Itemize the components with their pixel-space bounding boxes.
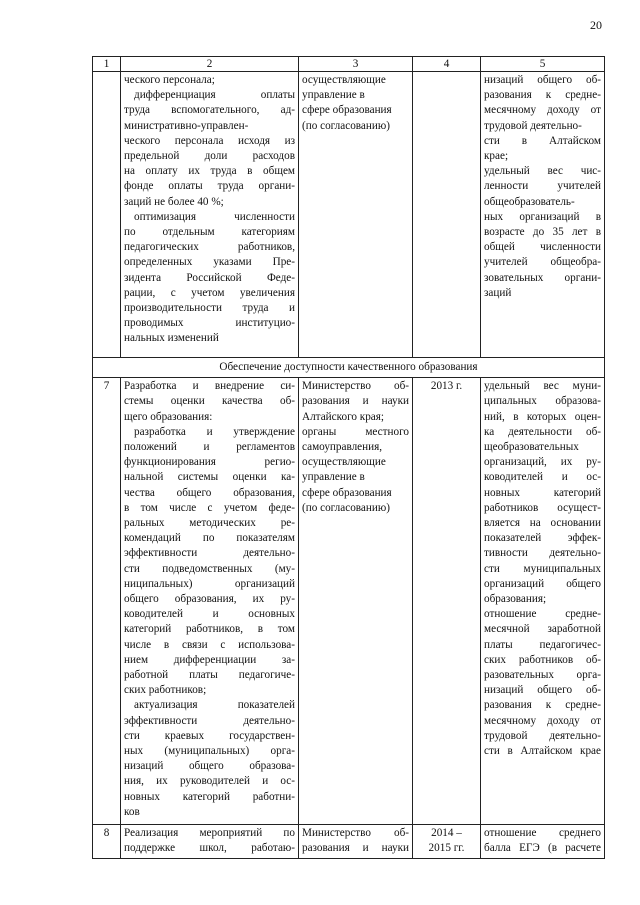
text-line: производительности труда и — [124, 302, 295, 315]
text-line: крае; — [484, 150, 509, 163]
text-line: поддержке школ, работаю- — [124, 842, 295, 855]
table-row-continued — [93, 72, 605, 358]
text-line: разования и науки — [302, 395, 409, 408]
text-line: министративно-управлен- — [124, 119, 249, 132]
text-line: нальной системы оценки ка- — [124, 471, 295, 484]
text-line: сфере образования — [302, 104, 392, 117]
text-line: самоуправления, — [302, 441, 383, 454]
measures-table — [92, 56, 605, 859]
deadline-cell — [413, 825, 481, 858]
deadline-cell — [413, 72, 481, 358]
text-line: трудовой деятельно- — [484, 119, 582, 132]
text-line: новных категорий — [484, 486, 601, 499]
text-line: ских работников; — [124, 684, 207, 697]
text-line: разования к средне- — [484, 699, 601, 712]
text-line: управление в — [302, 89, 365, 102]
text-line: фонде оплаты труда органи- — [124, 180, 295, 193]
text-line: низаций общего образова- — [124, 760, 295, 773]
text-line: ных (муниципальных) орга- — [124, 745, 295, 758]
text-line: Алтайского края; — [302, 410, 385, 423]
text-line: ских работников об- — [484, 653, 601, 666]
text-line: новных категорий работни- — [124, 790, 295, 803]
text-line: организаций общего — [484, 577, 601, 590]
text-line: эффективности деятельно- — [124, 547, 295, 560]
text-line: удельный вес чис- — [484, 165, 601, 178]
text-line: работников осущест- — [484, 501, 601, 514]
text-line: месячному доходу от — [484, 714, 601, 727]
text-line: ководителей и основных — [124, 608, 295, 621]
text-line: ципальных образова- — [484, 395, 601, 408]
text-line: сти в Алтайском крае — [484, 745, 601, 758]
text-line: 2014 – — [431, 827, 462, 840]
text-line: чества общего образования, — [124, 486, 295, 499]
text-line: низаций общего об- — [484, 74, 601, 86]
text-line: зидента Российской Феде- — [124, 271, 295, 284]
text-line: балла ЕГЭ (в расчете — [484, 842, 601, 855]
header-cell-5: 5 — [481, 57, 605, 72]
text-line: рации, с учетом увеличения — [124, 286, 295, 299]
text-line: определенных указами Пре- — [124, 256, 295, 269]
table-header-row — [93, 57, 605, 72]
header-cell-3: 3 — [299, 57, 413, 72]
table-row-7 — [93, 378, 605, 825]
responsible-cell — [299, 825, 413, 858]
row-number-cell: 8 — [93, 825, 121, 858]
text-line: щеобразовательных — [484, 441, 579, 454]
text-line: учителей общеобра- — [484, 256, 601, 269]
text-line: сти подведомственных (му- — [124, 562, 295, 575]
text-line: общего образования, их ру- — [124, 593, 295, 606]
text-line: возрасте до 35 лет в — [484, 226, 601, 239]
text-line: ков — [124, 805, 140, 818]
text-line: разработка и утверждение — [134, 425, 295, 438]
text-line: отношение средне- — [484, 608, 601, 621]
text-line: нальных изменений — [124, 332, 219, 345]
text-line: Министерство об- — [302, 380, 409, 393]
section-title: Обеспечение доступности качественного образования — [93, 358, 605, 378]
text-line: по отдельным категориям — [124, 226, 295, 239]
text-line: категорий работников, в том — [124, 623, 295, 636]
text-line: удельный вес муни- — [484, 380, 601, 393]
text-line: комендаций по показателям — [124, 532, 295, 545]
text-line: (по согласованию) — [302, 119, 390, 132]
table-row-8 — [93, 825, 605, 858]
text-line: общей численности — [484, 241, 601, 254]
indicator-cell — [481, 378, 605, 825]
text-line: дифференциация оплаты — [134, 89, 295, 102]
text-line: отношение среднего — [484, 827, 601, 840]
indicator-cell — [481, 72, 605, 358]
text-line: тивности деятельно- — [484, 547, 601, 560]
text-line: предельной доли расходов — [124, 150, 295, 163]
text-line: сти краевых государствен- — [124, 729, 295, 742]
text-line: оптимизация численности — [134, 210, 295, 223]
text-line: Министерство об- — [302, 827, 409, 840]
text-line: осуществляющие — [302, 74, 386, 86]
header-cell-2: 2 — [121, 57, 299, 72]
deadline-cell — [413, 378, 481, 825]
text-line: образования; — [484, 593, 547, 606]
text-line: числе в связи с использова- — [124, 638, 295, 651]
measure-cell — [121, 825, 299, 858]
text-line: актуализация показателей — [134, 699, 295, 712]
text-line: нием дифференциации за- — [124, 653, 295, 666]
text-line: ния, их руководителей и ос- — [124, 775, 295, 788]
measure-cell — [121, 378, 299, 825]
text-line: заций — [484, 286, 512, 299]
text-line: показателей эффек- — [484, 532, 601, 545]
text-line: сфере образования — [302, 486, 392, 499]
text-line: зовательных органи- — [484, 271, 601, 284]
text-line: сти в Алтайском — [484, 134, 601, 147]
text-line: сти муниципальных — [484, 562, 601, 575]
text-line: (по согласованию) — [302, 501, 390, 514]
text-line: 2015 гг. — [428, 842, 465, 855]
text-line: организаций, их ру- — [484, 456, 601, 469]
indicator-cell — [481, 825, 605, 858]
text-line: заций не более 40 %; — [124, 195, 224, 208]
text-line: положений и регламентов — [124, 441, 295, 454]
responsible-cell — [299, 378, 413, 825]
text-line: Разработка и внедрение си- — [124, 380, 295, 393]
text-line: ленности учителей — [484, 180, 601, 193]
text-line: управление в — [302, 471, 365, 484]
header-cell-4: 4 — [413, 57, 481, 72]
text-line: ческого персонала; — [124, 74, 215, 86]
text-line: трудовой деятельно- — [484, 729, 601, 742]
section-row — [93, 358, 605, 378]
text-line: ческого персонала исходя из — [124, 134, 295, 147]
text-line: ных организаций в — [484, 210, 601, 223]
page-number: 20 — [590, 18, 602, 32]
text-line: ний, в которых оцен- — [484, 410, 601, 423]
text-line: ральных методических ре- — [124, 517, 295, 530]
text-line: органы местного — [302, 425, 409, 438]
text-line: Реализация мероприятий по — [124, 827, 295, 840]
text-line: ководителей и ос- — [484, 471, 601, 484]
text-line: на оплату их труда в общем — [124, 165, 295, 178]
text-line: разования к средне- — [484, 89, 601, 102]
text-line: месячной заработной — [484, 623, 601, 636]
responsible-cell — [299, 72, 413, 358]
text-line: эффективности деятельно- — [124, 714, 295, 727]
row-number-cell: 7 — [93, 378, 121, 825]
measure-cell — [121, 72, 299, 358]
text-line: разования и науки — [302, 842, 409, 855]
text-line: месячному доходу от — [484, 104, 601, 117]
text-line: вляется на основании — [484, 517, 601, 530]
text-line: ка деятельности об- — [484, 425, 601, 438]
text-line: педагогических работников, — [124, 241, 295, 254]
header-cell-1: 1 — [93, 57, 121, 72]
text-line: проводимых институцио- — [124, 317, 295, 330]
text-line: осуществляющие — [302, 456, 386, 469]
text-line: работной платы педагогиче- — [124, 669, 295, 682]
text-line: стемы оценки качества об- — [124, 395, 295, 408]
text-line: функционирования регио- — [124, 456, 295, 469]
text-line: щего образования: — [124, 410, 213, 423]
row-number-cell — [93, 72, 121, 358]
text-line: в том числе с учетом феде- — [124, 501, 295, 514]
text-line: платы педагогичес- — [484, 638, 601, 651]
text-line: разовательных орга- — [484, 669, 601, 682]
text-line: низаций общего об- — [484, 684, 601, 697]
text-line: труда вспомогательного, ад- — [124, 104, 295, 117]
text-line: общеобразователь- — [484, 195, 575, 208]
text-line: 2013 г. — [430, 380, 463, 393]
text-line: ниципальных) организаций — [124, 577, 295, 590]
